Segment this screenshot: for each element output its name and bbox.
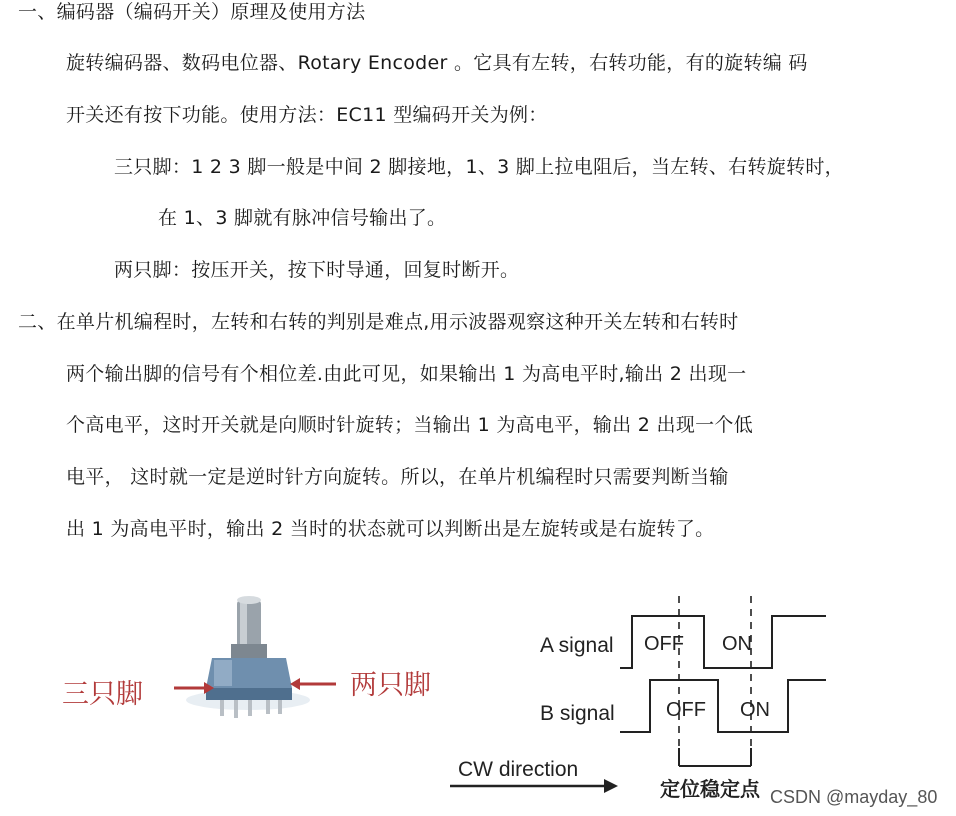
b-off-label: OFF bbox=[666, 699, 706, 721]
paragraph-1-line-1: 旋转编码器、数码电位器、Rotary Encoder 。它具有左转，右转功能，有的旋转编 码 bbox=[66, 52, 808, 74]
rotary-encoder-icon bbox=[186, 596, 310, 718]
b-signal-label: B signal bbox=[540, 702, 615, 725]
three-pins-label: 三只脚 bbox=[62, 679, 143, 710]
a-on-label: ON bbox=[722, 633, 752, 655]
a-signal-label: A signal bbox=[540, 634, 614, 657]
section-2-line-4: 电平， 这时就一定是逆时针方向旋转。所以，在单片机编程时只需要判断当输 bbox=[66, 466, 729, 488]
a-off-label: OFF bbox=[644, 633, 684, 655]
two-pins-label: 两只脚 bbox=[350, 670, 431, 701]
b-on-label: ON bbox=[740, 699, 770, 721]
cw-direction-label: CW direction bbox=[458, 758, 579, 781]
b-signal-waveform bbox=[620, 680, 826, 732]
watermark: CSDN @mayday_80 bbox=[770, 787, 938, 807]
section-2-line-1: 二、在单片机编程时，左转和右转的判别是难点,用示波器观察这种开关左转和右转时 bbox=[18, 311, 739, 333]
section-2-line-2: 两个输出脚的信号有个相位差.由此可见，如果输出 1 为高电平时,输出 2 出现一 bbox=[66, 363, 747, 385]
three-pin-line-2: 在 1、3 脚就有脉冲信号输出了。 bbox=[158, 207, 447, 229]
anchor-label: 定位稳定点 bbox=[660, 777, 760, 801]
section-2-line-5: 出 1 为高电平时，输出 2 当时的状态就可以判断出是左旋转或是右旋转了。 bbox=[66, 518, 715, 540]
two-pin-line: 两只脚：按压开关，按下时导通，回复时断开。 bbox=[114, 259, 520, 281]
anchor-bracket bbox=[679, 748, 751, 766]
encoder-figure bbox=[0, 560, 956, 816]
cw-arrow-icon bbox=[450, 779, 618, 793]
left-arrow-icon bbox=[290, 678, 336, 690]
paragraph-1-line-2: 开关还有按下功能。使用方法：EC11 型编码开关为例： bbox=[66, 104, 548, 126]
section-2-line-3: 个高电平，这时开关就是向顺时针旋转；当输出 1 为高电平，输出 2 出现一个低 bbox=[66, 414, 754, 436]
section-1-heading: 一、编码器（编码开关）原理及使用方法 bbox=[18, 1, 366, 23]
three-pin-line-1: 三只脚：1 2 3 脚一般是中间 2 脚接地，1、3 脚上拉电阻后，当左转、右转旋转时， bbox=[114, 156, 844, 178]
